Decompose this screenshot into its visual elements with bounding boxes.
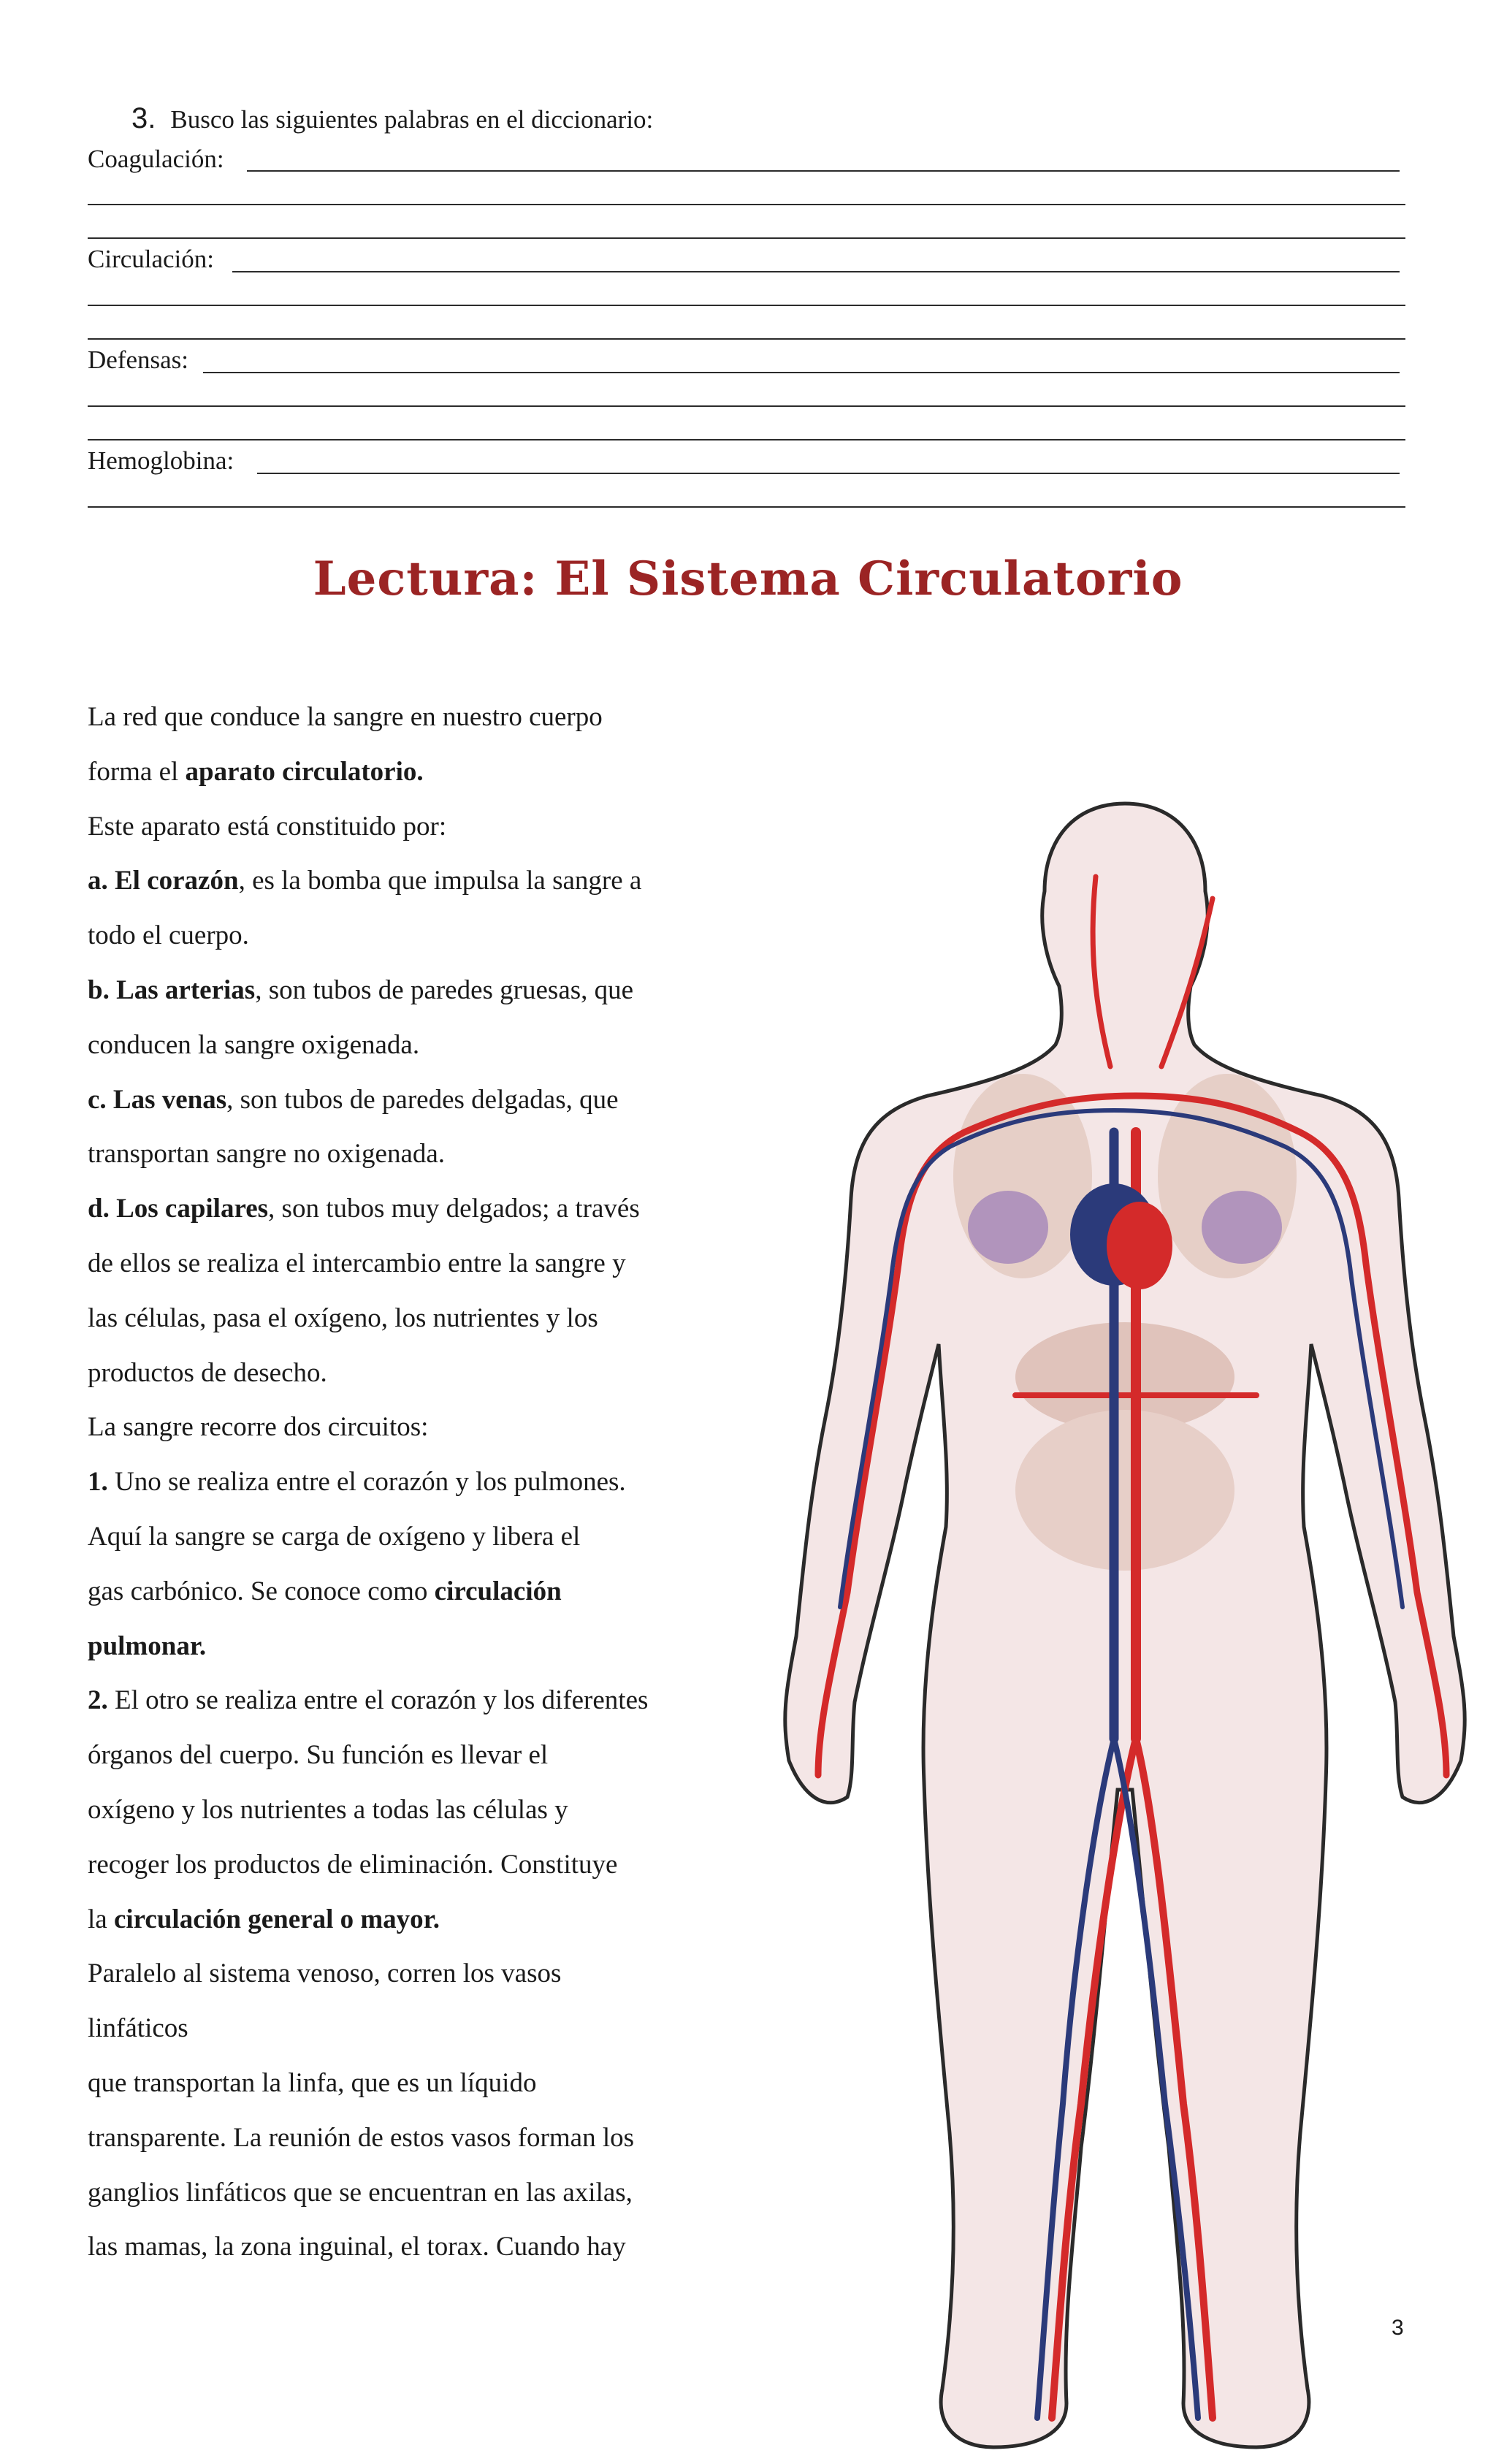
text-line: oxígeno y los nutrientes a todas las células y [88,1794,568,1825]
text-line: La sangre recorre dos circuitos: [88,1412,429,1443]
text-line: ganglios linfáticos que se encuentran en las axilas, [88,2177,633,2208]
text-line: que transportan la linfa, que es un líquido [88,2067,537,2098]
text-line: órganos del cuerpo. Su función es llevar el [88,1740,549,1771]
answer-line[interactable] [88,237,1405,239]
answer-line[interactable] [203,372,1400,373]
text-line: Aquí la sangre se carga de oxígeno y libera el [88,1521,581,1552]
text-line: linfáticos [88,2013,188,2044]
answer-line[interactable] [88,305,1405,306]
text-line: conducen la sangre oxigenada. [88,1029,420,1060]
text-line: La red que conduce la sangre en nuestro cuerpo [88,702,603,732]
question-number: 3. [131,102,156,134]
reading-title: Lectura: El Sistema Circulatorio [313,552,1183,606]
text-line: b. Las arterias, son tubos de paredes gruesas, que [88,974,634,1005]
text-line: 2. El otro se realiza entre el corazón y los diferentes [88,1685,649,1716]
text-line: pulmonar. [88,1630,207,1661]
text-line: Paralelo al sistema venoso, corren los vasos [88,1958,562,1989]
body-silhouette [785,804,1465,2447]
text-line: las células, pasa el oxígeno, los nutrientes y los [88,1302,598,1333]
answer-line[interactable] [88,204,1405,205]
answer-line[interactable] [257,473,1400,474]
text-line: de ellos se realiza el intercambio entre la sangre y [88,1248,626,1278]
answer-line[interactable] [247,170,1400,172]
text-line: transparente. La reunión de estos vasos forman los [88,2122,635,2153]
answer-line[interactable] [88,439,1405,440]
text-line: Este aparato está constituido por: [88,811,447,842]
question-header [131,102,653,135]
answer-line[interactable] [232,271,1400,272]
text-line: a. El corazón, es la bomba que impulsa la sangre a [88,866,642,896]
word-label-hemoglobina: Hemoglobina: [88,446,234,475]
page-number: 3 [1392,2316,1404,2340]
question-prompt: Busco las siguientes palabras en el diccionario: [170,105,654,134]
answer-line[interactable] [88,506,1405,508]
word-label-circulacion: Circulación: [88,245,215,273]
text-line: las mamas, la zona inguinal, el torax. Cuando hay [88,2232,626,2262]
text-line: forma el aparato circulatorio. [88,756,424,787]
text-line: transportan sangre no oxigenada. [88,1139,446,1170]
word-label-coagulacion: Coagulación: [88,145,224,173]
text-line: productos de desecho. [88,1357,327,1388]
answer-line[interactable] [88,338,1405,340]
text-line: recoger los productos de eliminación. Constituye [88,1849,618,1880]
answer-line[interactable] [88,405,1405,407]
text-line: d. Los capilares, son tubos muy delgados; a través [88,1194,640,1224]
text-line: gas carbónico. Se conoce como circulación [88,1576,562,1606]
word-label-defensas: Defensas: [88,346,189,374]
text-line: la circulación general o mayor. [88,1904,440,1934]
text-line: c. Las venas, son tubos de paredes delgadas, que [88,1084,619,1115]
reading-body [88,690,767,2275]
circulatory-system-illustration [774,789,1490,2462]
text-line: 1. Uno se realiza entre el corazón y los pulmones. [88,1467,626,1498]
text-line: todo el cuerpo. [88,920,249,951]
